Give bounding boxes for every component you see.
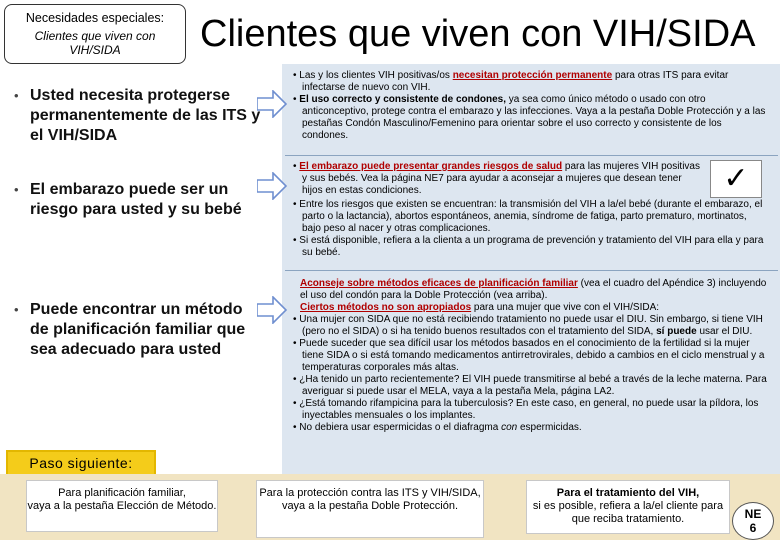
info-item: • Si está disponible, refiera a la clienta a un programa de prevención y tratamiento del VIH para ella y para su bebé. xyxy=(293,235,764,258)
tab-method-choice-line1: Para planificación familiar, xyxy=(58,487,186,499)
tab-method-choice-line2: vaya a la pestaña Elección de Método. xyxy=(27,500,217,512)
tag-line-2: Clientes que viven con xyxy=(34,29,156,43)
info-item: • El uso correcto y consistente de condones, ya sea como único método o usado con otro anticonceptivo, protege contra el embarazo y las infecciones. Vaya a la pestaña Doble Protección y a las pestañas Condón Masculino/Femenino para orientar sobre el uso correcto y consistente de los condones. xyxy=(293,94,766,141)
info-item: • Entre los riesgos que existen se encuentran: la transmisión del VIH a la/el bebé (durante el embarazo, el parto o la lactancia), abortos espontáneos, anemia, síndrome de fatiga, parto prematuro, mortinatos, bajo peso al nacer y otras complicaciones. xyxy=(293,199,763,234)
info-block-methods xyxy=(290,278,768,434)
info-block-protection xyxy=(290,70,768,142)
page-title: Clientes que viven con VIH/SIDA xyxy=(200,13,756,55)
arrow-right-icon xyxy=(257,296,287,324)
arrow-right-icon xyxy=(257,172,287,200)
checkmark-icon: ✓ xyxy=(710,160,762,198)
section-tag xyxy=(4,4,186,64)
info-item: • ¿Está tomando rifampicina para la tuberculosis? En este caso, en general, no puede usar la píldora, los inyectables mensuales o los implantes. xyxy=(293,398,759,421)
page-code: NE xyxy=(744,507,762,521)
info-block-pregnancy-more xyxy=(290,199,768,259)
divider xyxy=(285,155,778,156)
tab-dual-protection-line2: vaya a la pestaña Doble Protección. xyxy=(281,500,459,512)
page-number: 6 xyxy=(749,521,757,535)
info-item: • No debiera usar espermicidas o el diafragma con espermicidas. xyxy=(293,422,582,433)
tab-dual-protection-line1: Para la protección contra las ITS y VIH/SIDA, xyxy=(259,487,481,499)
page-code-badge xyxy=(732,502,774,540)
left-point-3: • Puede encontrar un método de planificación familiar que sea adecuado para usted xyxy=(14,301,246,358)
divider xyxy=(285,270,778,271)
next-step-label: Paso siguiente: xyxy=(6,450,156,476)
info-item: Ciertos métodos no son apropiados para una mujer que vive con el VIH/SIDA: xyxy=(300,302,660,313)
info-item: • Las y los clientes VIH positivas/os necesitan protección permanente para otras ITS para evitar infectarse de nuevo con VIH. xyxy=(293,70,729,93)
arrow-right-icon xyxy=(257,90,287,118)
info-item: • ¿Ha tenido un parto recientemente? El VIH puede transmitirse al bebé a través de la leche materna. Para averiguar si puede usar el MELA, vaya a la pestaña Mela, página LA2. xyxy=(293,374,767,397)
info-item: Aconseje sobre métodos eficaces de planificación familiar (vea el cuadro del Apéndice 3) incluyendo el uso del condón para la Doble Protección (vea arriba). xyxy=(300,278,767,301)
info-item: • Puede suceder que sea difícil usar los métodos basados en el conocimiento de la fertilidad si la mujer tiene SIDA o si está tomando medicamentos antirretrovirales, debido a cambios en el ciclo menstrual y a temperaturas corporales más altas. xyxy=(293,338,765,373)
info-item: • El embarazo puede presentar grandes riesgos de salud para las mujeres VIH positivas y sus bebés. Vea la página NE7 para ayudar a aconsejar a mujeres que desean tener hijos en estas condiciones. xyxy=(293,161,700,196)
tab-dual-protection[interactable] xyxy=(256,480,484,538)
info-item: • Una mujer con SIDA que no está recibiendo tratamiento no puede usar el DIU. Sin embargo, si tiene VIH (pero no el SIDA) o si ha tenido buenos resultados con el tratamiento del SIDA, sí puede usar el DIU. xyxy=(293,314,763,337)
info-block-pregnancy xyxy=(290,161,700,197)
tab-hiv-treatment[interactable] xyxy=(526,480,730,534)
tab-method-choice[interactable] xyxy=(26,480,218,532)
tag-line-3: VIH/SIDA xyxy=(69,43,121,57)
tab-hiv-treatment-line1: Para el tratamiento del VIH, xyxy=(556,487,700,499)
tag-line-1: Necesidades especiales: xyxy=(25,11,165,25)
tab-hiv-treatment-line2: si es posible, refiera a la/el cliente para que reciba tratamiento. xyxy=(532,500,724,525)
left-point-2: • El embarazo puede ser un riesgo para usted y su bebé xyxy=(14,181,242,218)
left-point-1: • Usted necesita protegerse permanentemente de las ITS y el VIH/SIDA xyxy=(14,87,261,144)
